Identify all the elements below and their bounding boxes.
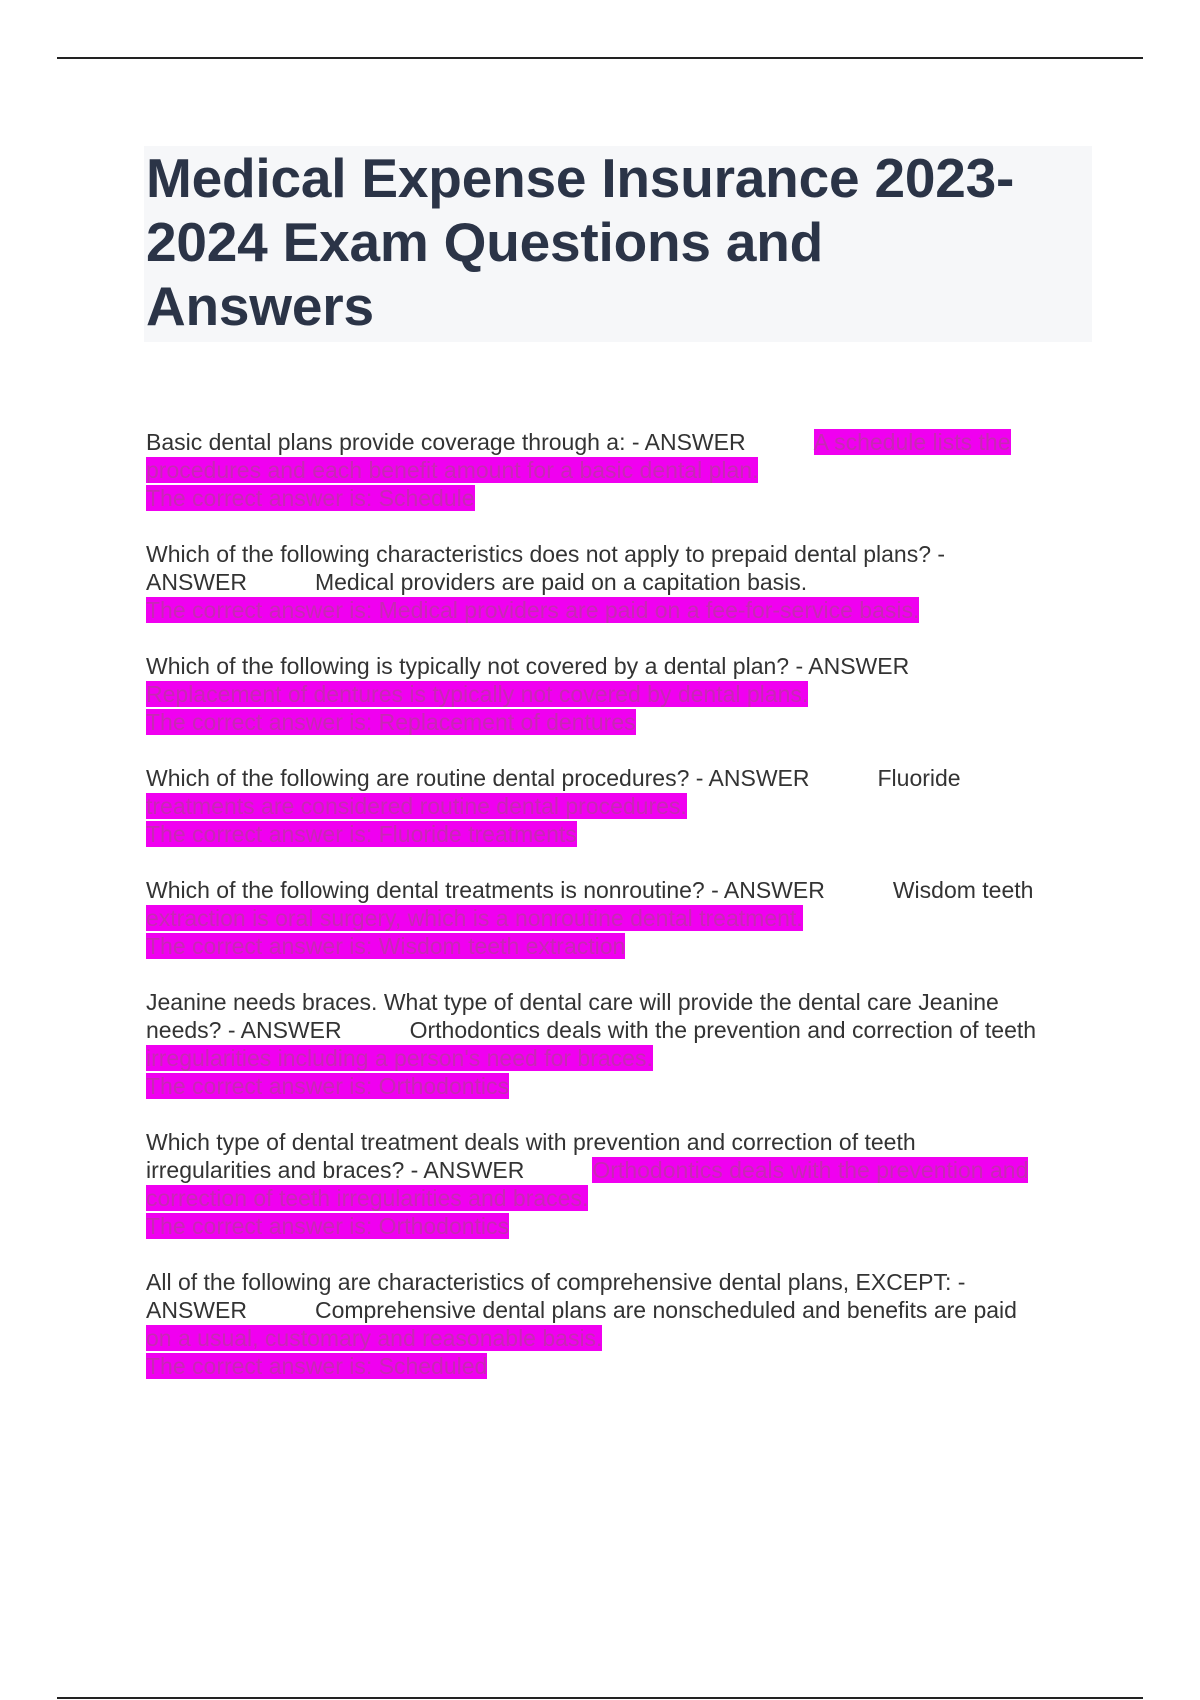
qa-line (146, 1016, 1086, 1044)
qa-item (146, 876, 1086, 960)
highlighted-answer: treatments are considered routine dental procedures. (146, 793, 687, 819)
qa-line (146, 652, 1086, 680)
question-text: irregularities and braces? - ANSWER (146, 1157, 525, 1183)
highlighted-answer: The correct answer is: Orthodontics (146, 1213, 510, 1239)
qa-line (146, 1128, 1086, 1156)
qa-line (146, 680, 1086, 708)
answer-text: Orthodontics deals with the prevention and correction of teeth (409, 1017, 1037, 1043)
qa-line (146, 1324, 1086, 1352)
highlighted-answer: The correct answer is: Replacement of dentures (146, 709, 636, 735)
top-rule (57, 57, 1143, 59)
qa-line (146, 1156, 1086, 1184)
qa-line (146, 932, 1086, 960)
qa-line (146, 1296, 1086, 1324)
qa-line (146, 1072, 1086, 1100)
question-text: Which of the following are routine dental procedures? - ANSWER (146, 765, 810, 791)
qa-item (146, 764, 1086, 848)
qa-line (146, 904, 1086, 932)
highlighted-answer: The correct answer is: Orthodontics (146, 1073, 510, 1099)
qa-line (146, 792, 1086, 820)
highlighted-answer: on a usual, customary and reasonable basis. (146, 1325, 603, 1351)
answer-text: Fluoride (877, 765, 961, 791)
question-text: Which type of dental treatment deals with prevention and correction of teeth (146, 1129, 916, 1155)
highlighted-answer: The correct answer is: Schedule (146, 485, 475, 511)
question-text: needs? - ANSWER (146, 1017, 342, 1043)
question-text: Which of the following is typically not covered by a dental plan? - ANSWER (146, 653, 910, 679)
highlighted-answer: A schedule lists the (813, 429, 1011, 455)
qa-item (146, 652, 1086, 736)
highlighted-answer: Orthodontics deals with the prevention and (592, 1157, 1029, 1183)
qa-line (146, 1184, 1086, 1212)
question-text: ANSWER (146, 1297, 247, 1323)
qa-line (146, 540, 1086, 568)
highlighted-answer: The correct answer is: Fluoride treatments (146, 821, 577, 847)
title-line: 2024 Exam Questions and (146, 211, 824, 273)
qa-line (146, 820, 1086, 848)
title-line: Answers (146, 275, 374, 337)
qa-line (146, 988, 1086, 1016)
highlighted-answer: Replacement of dentures is typically not covered by dental plans. (146, 681, 809, 707)
title-line: Medical Expense Insurance 2023- (146, 147, 1015, 209)
qa-item (146, 1268, 1086, 1380)
highlighted-answer: correction of teeth irregularities and braces. (146, 1185, 589, 1211)
qa-item (146, 988, 1086, 1100)
question-text: Basic dental plans provide coverage through a: - ANSWER (146, 429, 746, 455)
qa-line (146, 428, 1086, 456)
qa-item (146, 428, 1086, 512)
qa-list (146, 428, 1086, 1408)
highlighted-answer: irregularities including a person's need for braces. (146, 1045, 653, 1071)
bottom-rule (57, 1697, 1143, 1699)
question-text: Which of the following characteristics does not apply to prepaid dental plans? - (146, 541, 946, 567)
qa-line (146, 568, 1086, 596)
highlighted-answer: The correct answer is: Scheduled (146, 1353, 488, 1379)
qa-item (146, 540, 1086, 624)
answer-text: Wisdom teeth (892, 877, 1034, 903)
question-text: Which of the following dental treatments is nonroutine? - ANSWER (146, 877, 825, 903)
highlighted-answer: procedures and each benefit amount for a basic dental plan. (146, 457, 759, 483)
highlighted-answer: extraction is oral surgery, which is a nonroutine dental treatment. (146, 905, 803, 931)
qa-line (146, 1044, 1086, 1072)
question-text: ANSWER (146, 569, 247, 595)
qa-line (146, 708, 1086, 736)
answer-text: Medical providers are paid on a capitation basis. (314, 569, 808, 595)
qa-line (146, 596, 1086, 624)
document-title (146, 146, 1086, 338)
qa-line (146, 456, 1086, 484)
qa-line (146, 484, 1086, 512)
qa-line (146, 1212, 1086, 1240)
qa-line (146, 764, 1086, 792)
question-text: All of the following are characteristics of comprehensive dental plans, EXCEPT: - (146, 1269, 966, 1295)
highlighted-answer: The correct answer is: Wisdom teeth extraction (146, 933, 626, 959)
answer-text: Comprehensive dental plans are nonscheduled and benefits are paid (314, 1297, 1017, 1323)
qa-line (146, 1268, 1086, 1296)
qa-item (146, 1128, 1086, 1240)
question-text: Jeanine needs braces. What type of dental care will provide the dental care Jeanine (146, 989, 999, 1015)
highlighted-answer: The correct answer is: Medical providers are paid on a fee-for-service basis. (146, 597, 920, 623)
qa-line (146, 876, 1086, 904)
qa-line (146, 1352, 1086, 1380)
